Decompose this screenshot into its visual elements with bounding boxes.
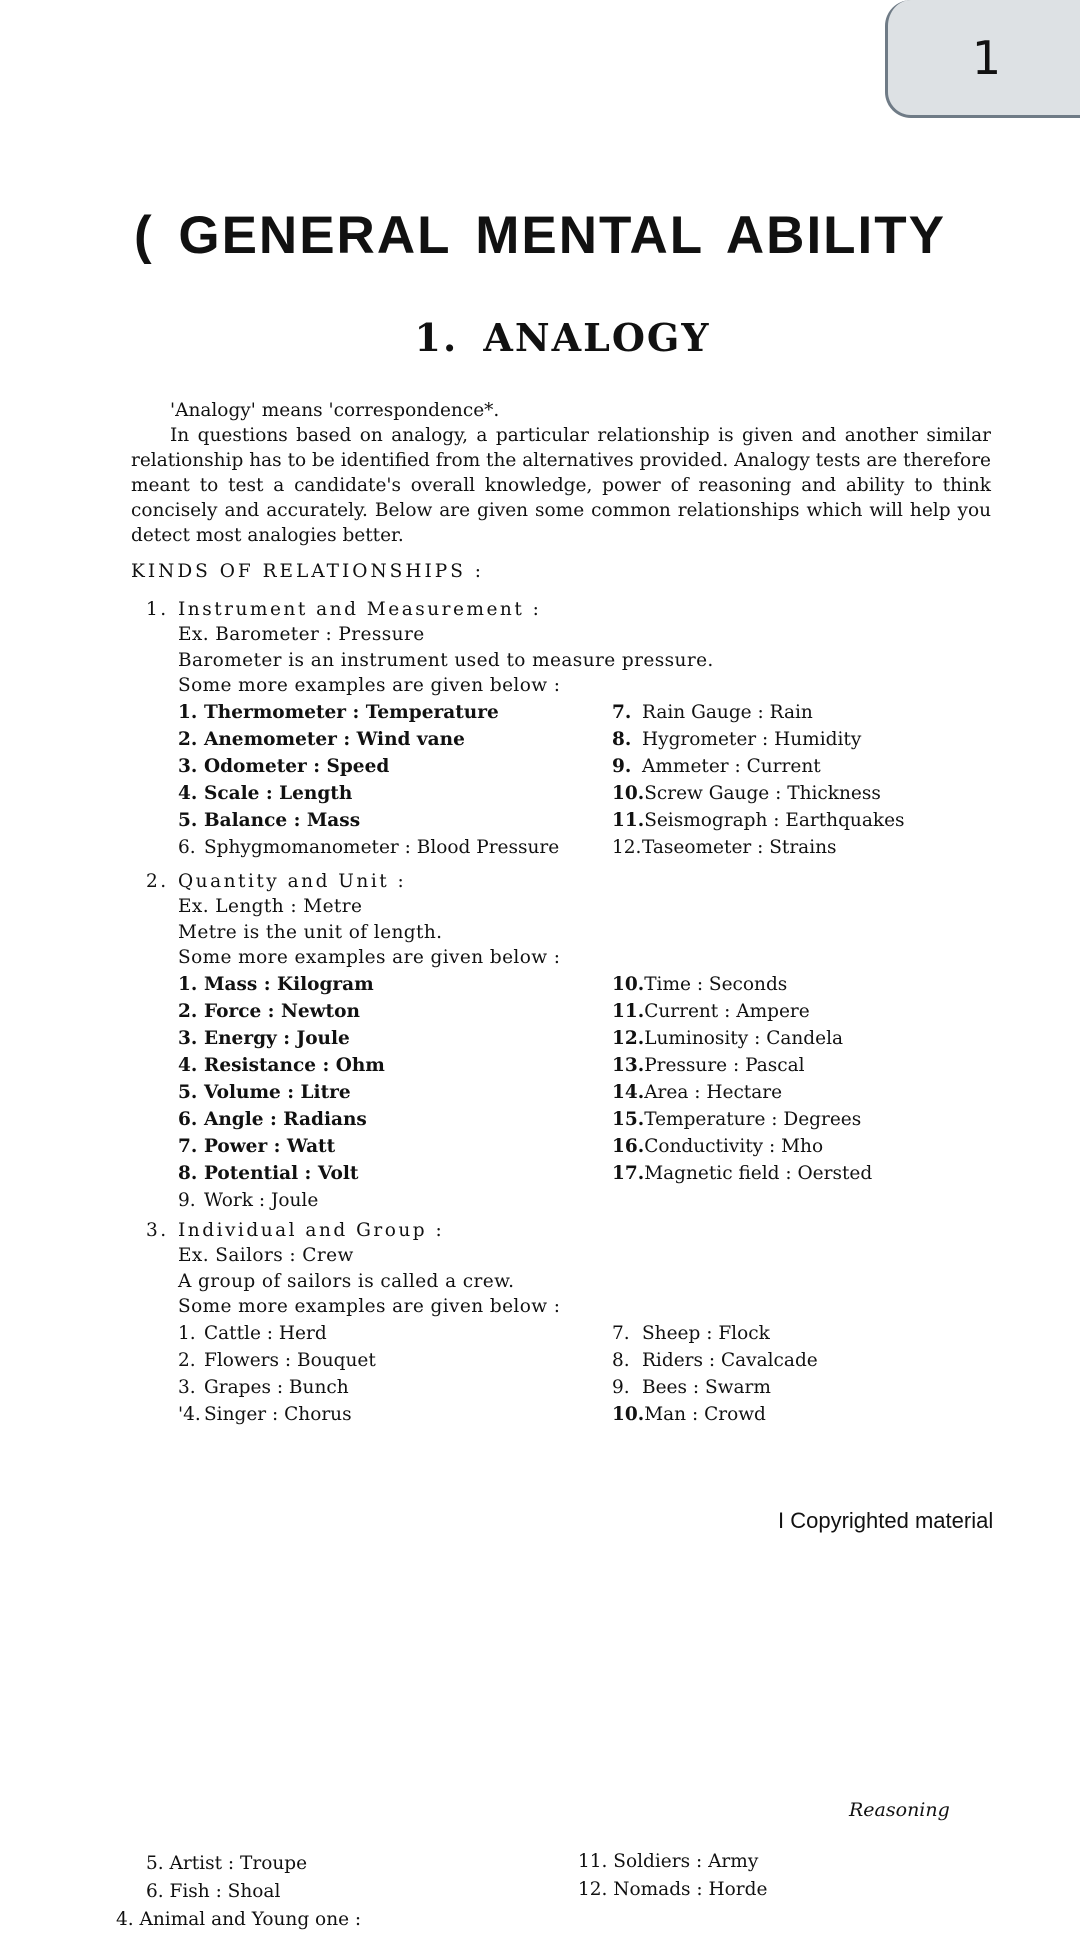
example-text: Thermometer : Temperature: [204, 701, 499, 723]
example-number: 17.: [612, 1162, 645, 1184]
example-number: 5.: [178, 1081, 198, 1103]
examples-grid: [178, 699, 1006, 864]
main-title: ( GENERAL MENTAL ABILITY: [133, 206, 947, 265]
footer-subject-label: Reasoning: [849, 1799, 950, 1821]
example-item: [612, 1160, 872, 1187]
example-number: 5.: [178, 809, 198, 831]
example-item: [178, 1052, 385, 1079]
section-number: 2.: [146, 871, 169, 892]
example-item: [612, 1374, 818, 1401]
section-more-examples: Some more examples are given below :: [178, 675, 561, 696]
example-number: 3.: [178, 755, 198, 777]
list-item: 5. Artist : Troupe: [146, 1853, 308, 1874]
example-item: [178, 699, 559, 726]
example-number: 6.: [178, 836, 196, 858]
example-number: 12.: [612, 836, 642, 858]
page-number-tab: [885, 0, 1080, 118]
example-text: Screw Gauge : Thickness: [644, 782, 881, 804]
section-more-examples: Some more examples are given below :: [178, 1296, 561, 1317]
intro-paragraph: In questions based on analogy, a particular relationship is given and another similar relationship has to be identified from the alternatives provided. Analogy tests are therefore meant to test a candidate's overall knowledge, power of reasoning and ability to think concisely and accurately. Below are given some common relationships which will help you detect most analogies better.: [131, 425, 991, 546]
example-number: '4.: [178, 1403, 201, 1425]
example-number: 3.: [178, 1027, 198, 1049]
example-text: Luminosity : Candela: [644, 1027, 844, 1049]
example-text: Power : Watt: [204, 1135, 336, 1157]
example-item: [612, 1025, 872, 1052]
example-item: [178, 1025, 385, 1052]
example-item: [612, 1133, 872, 1160]
section-heading: [146, 869, 1006, 894]
example-text: Rain Gauge : Rain: [642, 701, 813, 723]
example-text: Energy : Joule: [204, 1027, 350, 1049]
examples-right-column: [612, 971, 872, 1187]
example-number: 1.: [178, 973, 198, 995]
intro-first-line: 'Analogy' means 'correspondence*.: [170, 400, 500, 421]
example-number: 9.: [612, 1376, 630, 1398]
example-item: [178, 1187, 385, 1214]
chapter-title: 1. ANALOGY: [414, 315, 711, 360]
example-number: 7.: [612, 701, 632, 723]
example-text: Flowers : Bouquet: [204, 1349, 376, 1371]
example-text: Seismograph : Earthquakes: [644, 809, 905, 831]
example-item: [612, 1106, 872, 1133]
bottom-left-list: [116, 1850, 362, 1934]
example-item: [178, 807, 559, 834]
example-number: 8.: [612, 728, 632, 750]
example-text: Grapes : Bunch: [204, 1376, 349, 1398]
examples-left-column: [178, 699, 559, 861]
example-text: Temperature : Degrees: [644, 1108, 862, 1130]
example-number: 9.: [612, 755, 632, 777]
example-text: Resistance : Ohm: [204, 1054, 385, 1076]
example-item: [612, 1079, 872, 1106]
section-example: Ex. Barometer : Pressure: [178, 624, 425, 645]
example-number: 2.: [178, 1349, 196, 1371]
example-number: 7.: [612, 1322, 630, 1344]
section-heading: [146, 1218, 1006, 1243]
example-item: [178, 1347, 376, 1374]
example-text: Hygrometer : Humidity: [642, 728, 862, 750]
example-item: [178, 1320, 376, 1347]
list-item: 12. Nomads : Horde: [578, 1879, 768, 1900]
example-text: Area : Hectare: [644, 1081, 783, 1103]
example-number: 12.: [612, 1027, 645, 1049]
example-text: Sphygmomanometer : Blood Pressure: [204, 836, 560, 858]
bottom-right-list: [578, 1848, 767, 1904]
example-number: 10.: [612, 973, 645, 995]
section-explanation: Barometer is an instrument used to measure pressure.: [178, 649, 714, 671]
section-example: Ex. Sailors : Crew: [178, 1245, 354, 1266]
example-item: [612, 998, 872, 1025]
example-text: Cattle : Herd: [204, 1322, 327, 1344]
section-example: Ex. Length : Metre: [178, 896, 363, 917]
example-number: 9.: [178, 1189, 196, 1211]
example-item: [612, 1347, 818, 1374]
example-number: 10.: [612, 782, 645, 804]
example-number: 14.: [612, 1081, 645, 1103]
example-item: [612, 1052, 872, 1079]
example-text: Balance : Mass: [204, 809, 361, 831]
example-item: [178, 1374, 376, 1401]
example-number: 8.: [612, 1349, 630, 1371]
example-text: Time : Seconds: [644, 973, 788, 995]
example-text: Force : Newton: [204, 1000, 360, 1022]
example-text: Bees : Swarm: [642, 1376, 771, 1398]
example-item: [612, 1401, 818, 1428]
example-item: [178, 726, 559, 753]
example-text: Sheep : Flock: [642, 1322, 770, 1344]
example-item: [612, 780, 905, 807]
example-number: 4.: [178, 782, 198, 804]
example-item: [178, 753, 559, 780]
example-text: Mass : Kilogram: [204, 973, 374, 995]
list-item: 4. Animal and Young one :: [116, 1909, 362, 1930]
example-text: Volume : Litre: [204, 1081, 351, 1103]
example-number: 7.: [178, 1135, 198, 1157]
examples-right-column: [612, 1320, 818, 1428]
example-item: [178, 1133, 385, 1160]
example-number: 16.: [612, 1135, 645, 1157]
example-item: [178, 780, 559, 807]
kinds-heading: KINDS OF RELATIONSHIPS :: [131, 561, 485, 582]
page-number: 1: [971, 30, 1002, 85]
section-explanation: A group of sailors is called a crew.: [178, 1270, 515, 1292]
example-number: 13.: [612, 1054, 645, 1076]
examples-grid: [178, 971, 1006, 1216]
section-heading: [146, 597, 1006, 622]
section-heading-text: Quantity and Unit :: [178, 871, 407, 892]
example-text: Anemometer : Wind vane: [204, 728, 465, 750]
section-heading-text: Individual and Group :: [178, 1220, 445, 1241]
example-item: [612, 1320, 818, 1347]
intro-section: [131, 398, 991, 548]
section-quantity-unit: [146, 869, 1006, 1216]
copyright-notice: I Copyrighted material: [778, 1508, 994, 1533]
example-item: [178, 998, 385, 1025]
example-text: Work : Joule: [204, 1189, 319, 1211]
section-individual-group: [146, 1218, 1006, 1432]
examples-right-column: [612, 699, 905, 861]
example-item: [612, 834, 905, 861]
example-number: 11.: [612, 1000, 645, 1022]
section-number: 1.: [146, 599, 169, 620]
example-item: [178, 971, 385, 998]
list-item: 6. Fish : Shoal: [146, 1881, 281, 1902]
example-number: 2.: [178, 728, 198, 750]
example-text: Angle : Radians: [204, 1108, 367, 1130]
example-number: 15.: [612, 1108, 645, 1130]
examples-grid: [178, 1320, 1006, 1432]
section-heading-text: Instrument and Measurement :: [178, 599, 542, 620]
example-number: 8.: [178, 1162, 198, 1184]
examples-left-column: [178, 971, 385, 1214]
example-item: [612, 753, 905, 780]
example-item: [178, 1160, 385, 1187]
example-item: [178, 834, 559, 861]
example-text: Taseometer : Strains: [642, 836, 837, 858]
example-text: Ammeter : Current: [642, 755, 821, 777]
example-text: Man : Crowd: [644, 1403, 766, 1425]
example-item: [612, 807, 905, 834]
example-text: Scale : Length: [204, 782, 353, 804]
example-text: Conductivity : Mho: [644, 1135, 824, 1157]
example-item: [178, 1401, 376, 1428]
section-more-examples: Some more examples are given below :: [178, 947, 561, 968]
example-number: 1.: [178, 701, 198, 723]
example-item: [178, 1106, 385, 1133]
example-item: [612, 971, 872, 998]
example-number: 10.: [612, 1403, 645, 1425]
section-number: 3.: [146, 1220, 169, 1241]
example-text: Current : Ampere: [644, 1000, 810, 1022]
section-explanation: Metre is the unit of length.: [178, 921, 443, 943]
example-text: Riders : Cavalcade: [642, 1349, 818, 1371]
list-item: 11. Soldiers : Army: [578, 1851, 759, 1872]
example-number: 1.: [178, 1322, 196, 1344]
example-text: Potential : Volt: [204, 1162, 359, 1184]
example-item: [178, 1079, 385, 1106]
section-instrument-measurement: [146, 597, 1006, 864]
example-text: Pressure : Pascal: [644, 1054, 805, 1076]
example-number: 2.: [178, 1000, 198, 1022]
example-item: [612, 699, 905, 726]
example-item: [612, 726, 905, 753]
example-number: 6.: [178, 1108, 198, 1130]
example-number: 4.: [178, 1054, 198, 1076]
example-text: Singer : Chorus: [204, 1403, 352, 1425]
example-text: Magnetic field : Oersted: [644, 1162, 873, 1184]
example-text: Odometer : Speed: [204, 755, 390, 777]
example-number: 11.: [612, 809, 645, 831]
example-number: 3.: [178, 1376, 196, 1398]
examples-left-column: [178, 1320, 376, 1428]
